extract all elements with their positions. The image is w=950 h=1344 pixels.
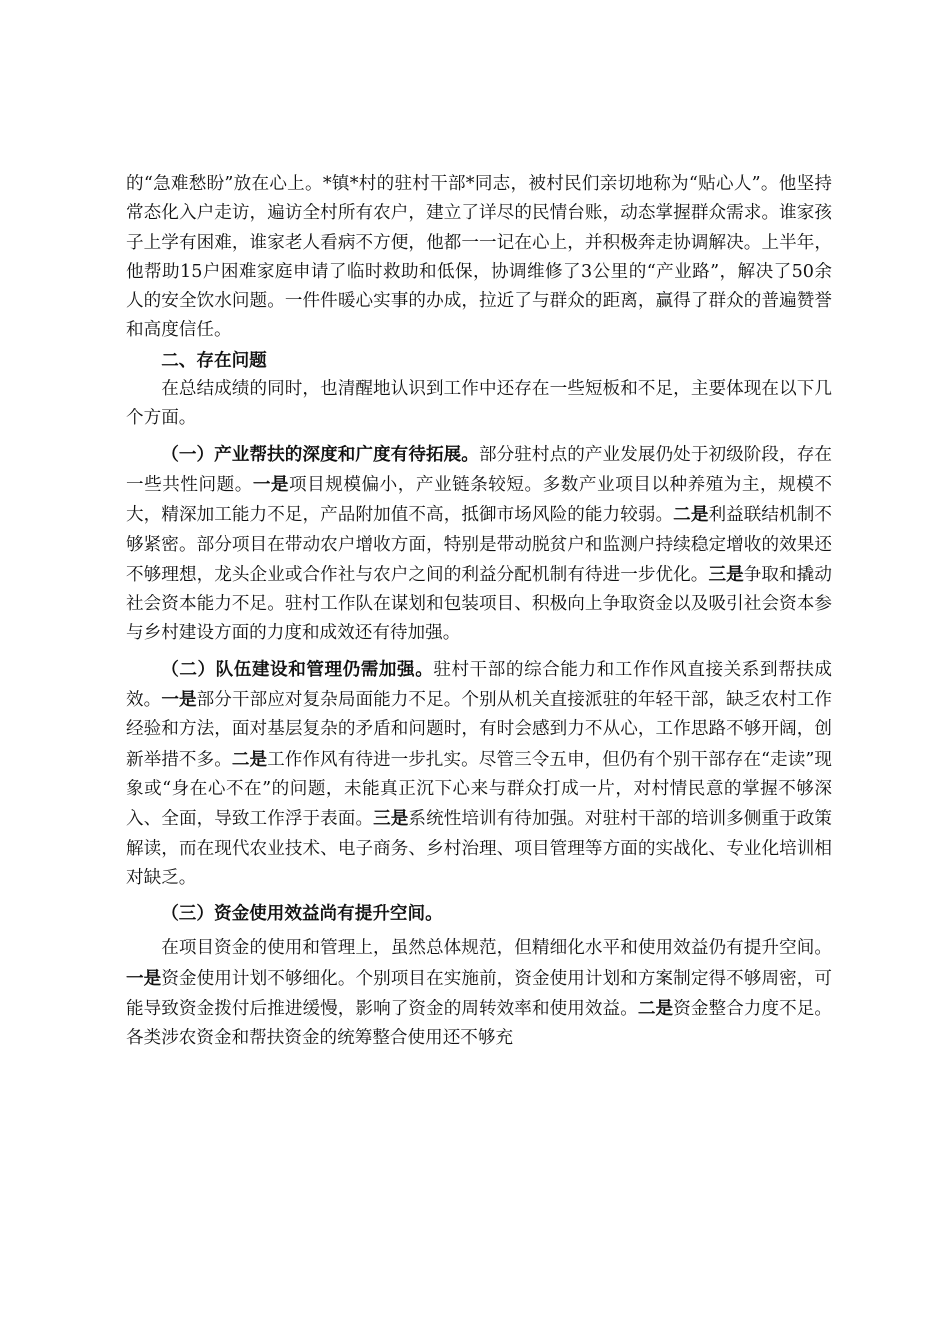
item-3-heading: （三）资金使用效益尚有提升空间。 [161, 903, 443, 925]
item-1-mark-2: 二是 [673, 504, 709, 526]
section-heading-problems: 二、存在问题 [161, 349, 267, 371]
item-2-mark-2: 二是 [231, 748, 268, 770]
item-3-text: 在项目资金的使用和管理上，虽然总体规范，但精细化水平和使用效益仍有提升空间。 [161, 938, 832, 959]
item-1-mark-1: 一是 [252, 473, 290, 495]
item-2-text: 驻村干部的综合能力和工作作风直接关系到帮扶成效。 [126, 659, 832, 711]
item-2-mark-3: 三是 [373, 808, 409, 830]
item-3-text: 资金整合力度不足。各类涉农资金和帮扶资金的统筹整合使用还不够充 [126, 999, 832, 1049]
item-1-text: 利益联结机制不够紧密。部分项目在带动农户增收方面，特别是带动脱贫户和监测户持续稳定增收的效果还不够理想，龙头企业或合作社与农户之间的利益分配机制有待进一步优化。 [126, 505, 832, 585]
item-3-mark-1: 一是 [126, 967, 162, 989]
item-1-heading: （一）产业帮扶的深度和广度有待拓展。 [161, 443, 479, 465]
item-3-mark-2: 二是 [637, 998, 674, 1020]
paragraph-citizen-story: 的“急难愁盼”放在心上。*镇*村的驻村干部*同志，被村民们亲切地称为“贴心人”。他坚持常态化入户走访，遍访全村所有农户，建立了详尽的民情台账，动态掌握群众需求。谁家孩子上学有困难，谁家老人看病不方便，他都一一记在心上，并积极奔走协调解决。上半年，他帮助15户困难家庭申请了临时救助和低保，协调维修了3公里的“产业路”，解决了50余人的安全饮水问题。一件件暖心实事的办成，拉近了与群众的距离，赢得了群众的普遍赞誉和高度信任。 [126, 174, 832, 341]
paragraph-item-1 [126, 440, 832, 649]
item-1-text: 项目规模偏小，产业链条较短。多数产业项目以种养殖为主，规模不大，精深加工能力不足，产品附加值不高，抵御市场风险的能力较弱。 [126, 474, 832, 526]
item-2-mark-1: 一是 [161, 689, 197, 711]
item-2-text: 部分干部应对复杂局面能力不足。个别从机关直接派驻的年轻干部，缺乏农村工作经验和方法，面对基层复杂的矛盾和问题时，有时会感到力不从心，工作思路不够开阔，创新举措不多。 [126, 690, 832, 770]
item-3-text: 资金使用计划不够细化。个别项目在实施前，资金使用计划和方案制定得不够周密，可能导致资金拨付后推进缓慢，影响了资金的周转效率和使用效益。 [126, 968, 832, 1020]
item-1-text: 部分驻村点的产业发展仍处于初级阶段，存在一些共性问题。 [126, 444, 832, 495]
paragraph-item-3 [126, 934, 832, 1053]
item-1-mark-3: 三是 [708, 563, 744, 585]
document-page [126, 170, 832, 1054]
item-2-text: 工作作风有待进一步扎实。尽管三令五申，但仍有个别干部存在“走读”现象或“身在心不在”的问题，未能真正沉下心来与群众打成一片，对村情民意的掌握不够深入、全面，导致工作浮于表面。 [126, 749, 832, 830]
item-2-heading: （二）队伍建设和管理仍需加强。 [161, 658, 434, 680]
paragraph-item-2 [126, 655, 832, 893]
item-2-text: 系统性培训有待加强。对驻村干部的培训多侧重于政策解读，而在现代农业技术、电子商务、乡村治理、项目管理等方面的实战化、专业化培训相对缺乏。 [126, 809, 832, 888]
item-1-text: 争取和撬动社会资本能力不足。驻村工作队在谋划和包装项目、积极向上争取资金以及吸引社会资本参与乡村建设方面的力度和成效还有待加强。 [126, 564, 832, 644]
section-intro-paragraph: 在总结成绩的同时，也清醒地认识到工作中还存在一些短板和不足，主要体现在以下几个方面。 [126, 379, 832, 429]
